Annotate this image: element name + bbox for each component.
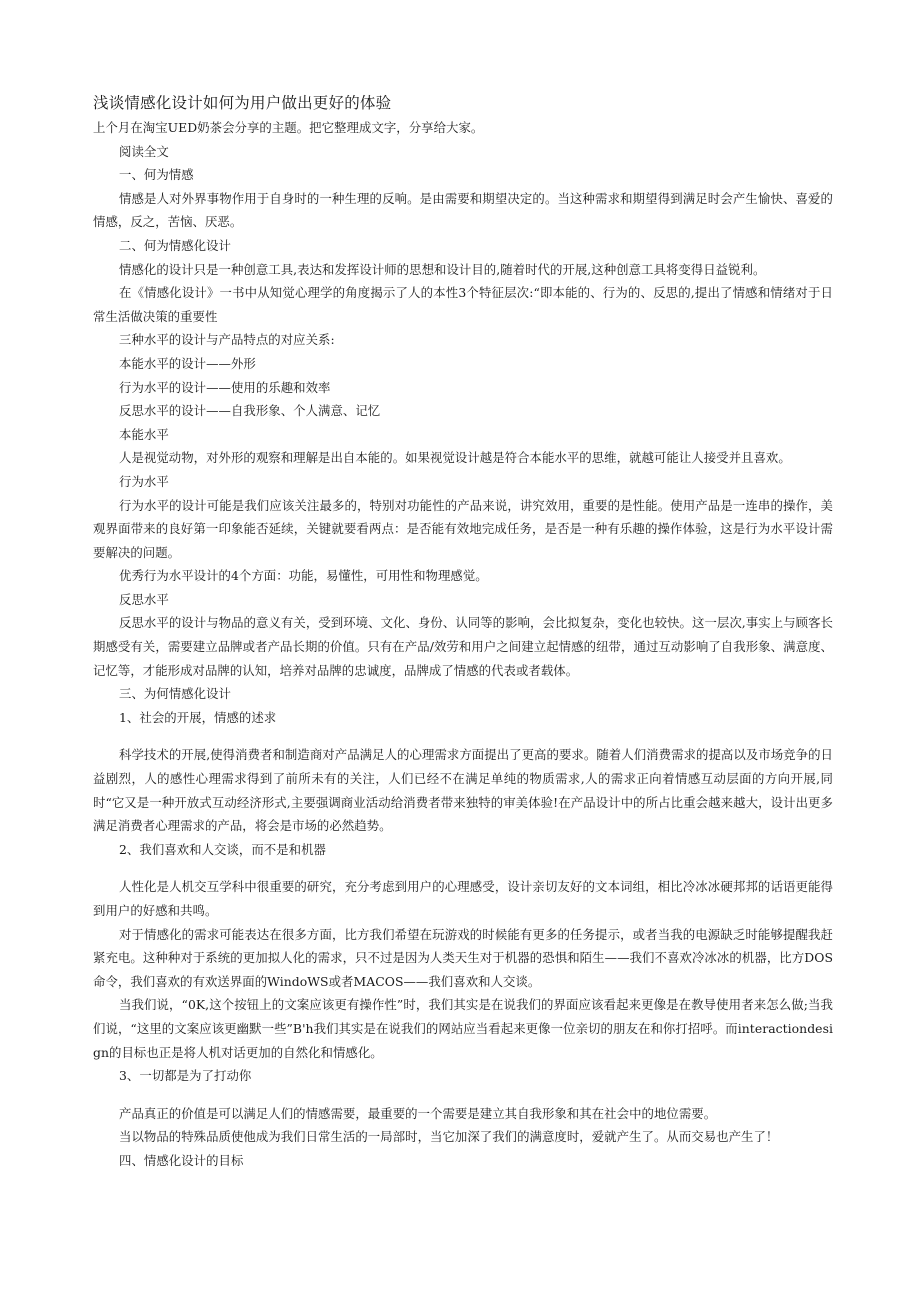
- paragraph: 上个月在淘宝UED奶茶会分享的主题。把它整理成文字，分享给大家。: [93, 120, 484, 135]
- paragraph: 本能水平: [119, 426, 169, 442]
- document-page: [93, 90, 833, 1173]
- paragraph: 对于情感化的需求可能表达在很多方面，比方我们希望在玩游戏的时候能有更多的任务提示，或者当我的电源缺乏时能够提醒我赶紧充电。这种种对于系统的更加拟人化的需求，只不过是因为人类天生对于机器的恐惧和陌生——我们不喜欢冷冰冰的机器，比方DOS命令，我们喜欢的有欢送界面的WindoWS或者MACOS——我们喜欢和人交谈。: [93, 926, 833, 989]
- document-title: 浅谈情感化设计如何为用户做出更好的体验: [93, 94, 392, 112]
- paragraph: 2、我们喜欢和人交谈，而不是和机器: [119, 841, 326, 857]
- paragraph: 优秀行为水平设计的4个方面：功能，易懂性，可用性和物理感觉。: [119, 568, 488, 584]
- paragraph: 一、何为情感: [119, 167, 194, 183]
- paragraph: 情感是人对外界事物作用于自身时的一种生理的反响。是由需要和期望决定的。当这种需求和期望得到满足时会产生愉快、喜爱的情感，反之，苦恼、厌恶。: [93, 190, 833, 230]
- paragraph: 1、社会的开展，情感的述求: [119, 709, 277, 725]
- paragraph: 行为水平的设计——使用的乐趣和效率: [119, 379, 331, 395]
- paragraph: 在《情感化设计》一书中从知觉心理学的角度揭示了人的本性3个特征层次:“即本能的、行为的、反思的,提出了情感和情绪对于日常生活做决策的重要性: [93, 285, 833, 324]
- paragraph: 反思水平的设计与物品的意义有关，受到环境、文化、身份、认同等的影响，会比拟复杂，变化也较快。这一层次,事实上与顾客长期感受有关，需要建立品牌或者产品长期的价值。只有在产品/效劳和用户之间建立起情感的纽带，通过互动影响了自我形象、满意度、记忆等，才能形成对品牌的认知，培养对品牌的忠诚度，品牌成了情感的代表或者载体。: [93, 615, 833, 678]
- paragraph: 四、情感化设计的目标: [119, 1152, 244, 1168]
- paragraph: 二、何为情感化设计: [119, 237, 231, 253]
- paragraph: 行为水平的设计可能是我们应该关注最多的，特别对功能性的产品来说，讲究效用，重要的是性能。使用产品是一连串的操作，美观界面带来的良好第一印象能否延续，关键就要看两点：是否能有效地完成任务，是否是一种有乐趣的操作体验，这是行为水平设计需要解决的问题。: [93, 497, 833, 560]
- paragraph: 三种水平的设计与产品特点的对应关系:: [119, 332, 335, 348]
- paragraph: 人性化是人机交互学科中很重要的研究，充分考虑到用户的心理感受，设计亲切友好的文本词组，相比冷冰冰硬邦邦的话语更能得到用户的好感和共鸣。: [93, 879, 833, 918]
- paragraph: 当以物品的特殊品质使他成为我们日常生活的一局部时，当它加深了我们的满意度时，爱就产生了。从而交易也产生了！: [119, 1129, 779, 1145]
- paragraph: 情感化的设计只是一种创意工具,表达和发挥设计师的思想和设计目的,随着时代的开展,这种创意工具将变得日益锐利。: [119, 261, 766, 277]
- paragraph: 产品真正的价值是可以满足人们的情感需要，最重要的一个需要是建立其自我形象和其在社会中的地位需要。: [119, 1105, 717, 1121]
- paragraph: 3、一切都是为了打动你: [119, 1068, 252, 1084]
- paragraph: 本能水平的设计——外形: [119, 355, 256, 371]
- paragraph: 当我们说，“0K,这个按钮上的文案应该更有操作性”时，我们其实是在说我们的界面应该看起来更像是在教导使用者来怎么做;当我们说，“这里的文案应该更幽默一些”B'h我们其实是在说我们的网站应当看起来更像一位亲切的朋友在和你打招呼。而interactiondesign的目标也正是将人机对话更加的自然化和情感化。: [93, 997, 833, 1060]
- document-body: [93, 116, 833, 1173]
- paragraph: 科学技术的开展,使得消费者和制造商对产品满足人的心理需求方面提出了更高的要求。随着人们消费需求的提高以及市场竞争的日益剧烈，人的感性心理需求得到了前所未有的关注，人们已经不在满足单纯的物质需求,人的需求正向着情感互动层面的方向开展,同时“它又是一种开放式互动经济形式,主要强调商业活动给消费者带来独特的审美体验!在产品设计中的所占比重会越来越大，设计出更多满足消费者心理需求的产品，将会是市场的必然趋势。: [93, 747, 833, 834]
- paragraph: 反思水平的设计——自我形象、个人满意、记忆: [119, 403, 381, 419]
- paragraph: 反思水平: [119, 591, 169, 607]
- paragraph: 三、为何情感化设计: [119, 686, 231, 702]
- paragraph: 人是视觉动物，对外形的观察和理解是出自本能的。如果视觉设计越是符合本能水平的思维，就越可能让人接受并且喜欢。: [119, 450, 791, 466]
- paragraph: 阅读全文: [119, 143, 169, 159]
- paragraph: 行为水平: [119, 473, 169, 489]
